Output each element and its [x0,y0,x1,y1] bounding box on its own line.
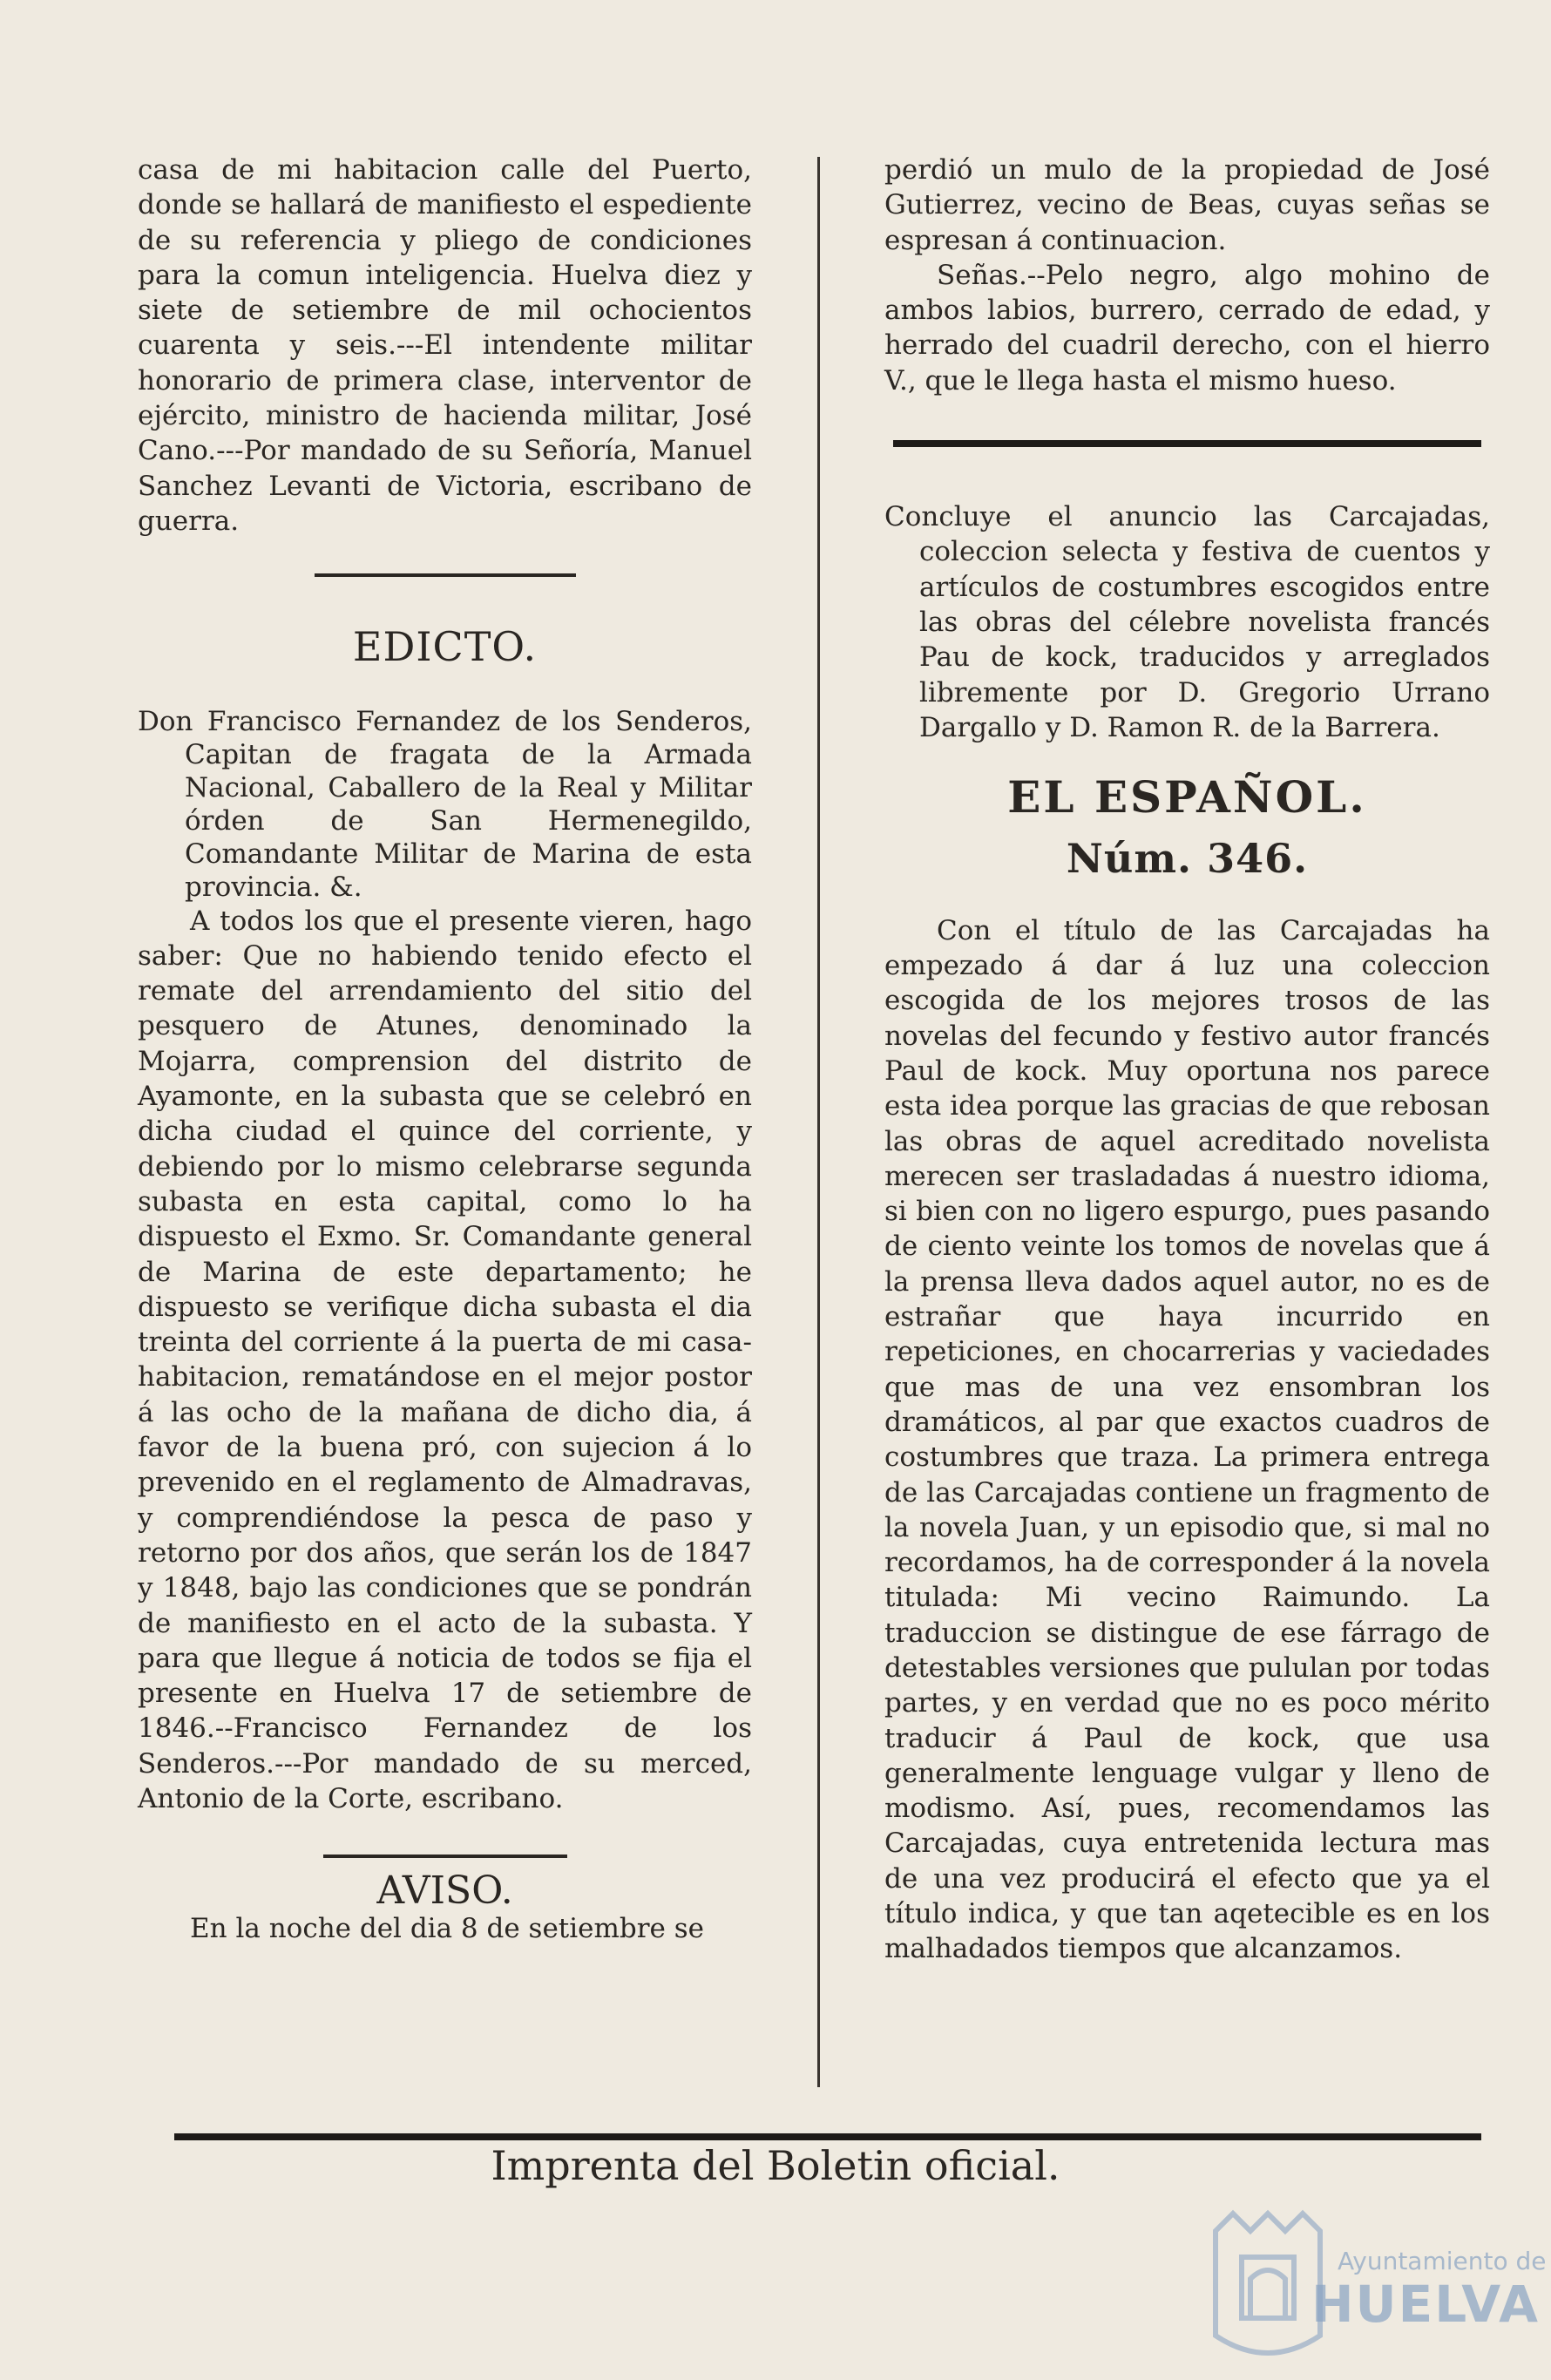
newspaper-title: EL ESPAÑOL. [1007,771,1367,824]
edicto-header: Don Francisco Fernandez de los Senderos, Capitan de fragata de la Armada Nacional, Caballero de la Real y Militar órden de San Hermenegildo, Comandante Militar de Marina de esta provincia. &. [138,705,752,903]
left-column [138,153,752,1946]
senas-paragraph: Señas.--Pelo negro, algo mohino de ambos labios, burrero, cerrado de edad, y herrado del cuadril derecho, con el hierro V., que le llega hasta el mismo hueso. [884,259,1490,397]
footer-rule [174,2133,1481,2140]
announcement-paragraph: Concluye el anuncio las Carcajadas, coleccion selecta y festiva de cuentos y artículos de costumbres escogidos entre las obras del célebre novelista francés Pau de kock, traducidos y arreglados libremente por D. Gregorio Urrano Dargallo y D. Ramon R. de la Barrera. [884,501,1490,743]
edicto-title: EDICTO. [352,623,538,671]
imprint-line: Imprenta del Boletin oficial. [491,2142,1060,2189]
watermark-name: HUELVA [1311,2275,1541,2334]
watermark-label: Ayuntamiento de [1338,2247,1547,2275]
section-divider [323,1855,567,1858]
issue-number: Núm. 346. [1066,835,1309,883]
edicto-body: A todos los que el presente vieren, hago saber: Que no habiendo tenido efecto el remate del arrendamiento del sitio del pesquero de Atunes, denominado la Mojarra, comprension del distrito de Ayamonte, en la subasta que se celebró en dicha ciudad el quince del corriente, y debiendo por lo mismo celebrarse segunda subasta en esta capital, como lo ha dispuesto el Exmo. Sr. Comandante general de Marina de este departamento; he dispuesto se verifique dicha subasta el dia treinta del corriente á la puerta de mi casa-habitacion, rematándose en el mejor postor á las ocho de la mañana de dicho dia, á favor de la buena pró, con sujecion á lo prevenido en el reglamento de Almadravas, y comprendiéndose la pesca de paso y retorno por dos años, que serán los de 1847 y 1848, bajo las condiciones que se pondrán de manifiesto en el acto de la subasta. Y para que llegue á noticia de todos se fija el presente en Huelva 17 de setiembre de 1846.--Francisco Fernandez de los Senderos.---Por mandado de su merced, Antonio de la Corte, escribano. [138,905,752,1814]
lost-mule-paragraph: perdió un mulo de la propiedad de José Gutierrez, vecino de Beas, cuyas señas se espresan á continuacion. [884,154,1490,256]
section-divider [315,573,576,577]
intro-paragraph: casa de mi habitacion calle del Puerto, donde se hallará de manifiesto el espediente de su referencia y pliego de condiciones para la comun inteligencia. Huelva diez y siete de setiembre de mil ochocientos cuarenta y seis.---El intendente militar honorario de primera clase, interventor de ejército, ministro de hacienda militar, José Cano.---Por mandado de su Señoría, Manuel Sanchez Levanti de Victoria, escribano de guerra. [138,154,752,537]
aviso-title: AVISO. [376,1868,513,1914]
aviso-paragraph: En la noche del dia 8 de setiembre se [190,1912,705,1944]
column-divider [817,157,820,2087]
review-paragraph: Con el título de las Carcajadas ha empezado á dar á luz una coleccion escogida de los mejores trosos de las novelas del fecundo y festivo autor francés Paul de kock. Muy oportuna nos parece esta idea porque las gracias de que rebosan las obras de aquel acreditado novelista merecen ser trasladadas á nuestro idioma, si bien con no ligero espurgo, pues pasando de ciento veinte los tomos de novelas que á la prensa lleva dados aquel autor, no es de estrañar que haya incurrido en repeticiones, en chocarrerias y vaciedades que mas de una vez ensombran los dramáticos, al par que exactos cuadros de costumbres que traza. La primera entrega de las Carcajadas contiene un fragmento de la novela Juan, y un episodio que, si mal no recordamos, ha de corresponder á la novela titulada: Mi vecino Raimundo. La traduccion se distingue de ese fárrago de detestables versiones que pululan por todas partes, y en verdad que no es poco mérito traducir á Paul de kock, que usa generalmente lenguage vulgar y lleno de modismo. Así, pues, recomendamos las Carcajadas, cuya entretenida lectura mas de una vez producirá el efecto que ya el título indica, y que tan aqetecible es en los malhadados tiempos que alcanzamos. [884,914,1490,1965]
section-divider [893,440,1481,447]
right-column [884,153,1490,1967]
